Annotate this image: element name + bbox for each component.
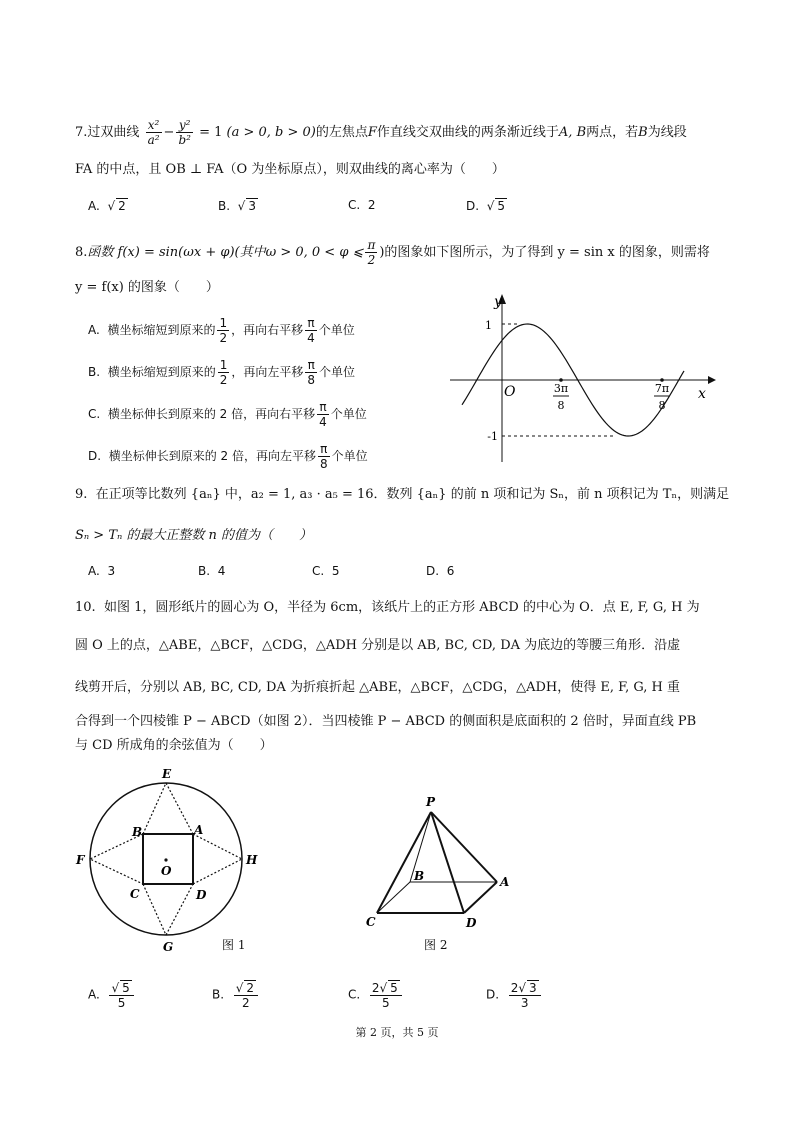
- q9-option-b: B. 4: [198, 564, 226, 578]
- q10-line3: 线剪开后，分别以 AB, BC, CD, DA 为折痕折起 △ABE，△BCF，△CDG，△ADH，使得 E, F, G, H 重: [75, 680, 681, 695]
- q7-frac-x: $\frac{\text{x²}}{\text{a²}}$: [147, 118, 160, 147]
- q9-line2: Sₙ > Tₙ 的最大正整数 n 的值为（ ）: [75, 528, 313, 543]
- q10-figure-1: [70, 762, 270, 962]
- q7-frac-y: $\frac{\text{y²}}{\text{b²}}$: [178, 118, 191, 147]
- figure-2-caption: 图 2: [424, 938, 448, 952]
- pyramid-solid-edges: [377, 812, 497, 913]
- q7-option-b: B. √ 3: [218, 199, 256, 213]
- q7-line1: 7.过双曲线 $\frac{\text{x²}}{\text{a²}}$ − $\frac{\text{y²}}{\text{b²}}$ = 1 (a > 0, b > 0)的左焦点F作直线交双曲线的两条渐近线于A, B两点，若B为线段: [75, 118, 687, 147]
- y-min-label: -1: [487, 430, 498, 443]
- label-b: B: [414, 869, 425, 883]
- label-d: D: [196, 888, 207, 902]
- q7-line2: FA 的中点，且 OB ⊥ FA（O 为坐标原点），则双曲线的离心率为（ ）: [75, 162, 505, 177]
- q7-option-a: A. √ 2: [88, 199, 126, 213]
- label-d: D: [466, 916, 477, 930]
- x-tick-3pi-den: 8: [557, 399, 565, 412]
- label-g: G: [163, 940, 174, 954]
- label-f: F: [76, 853, 85, 867]
- y-axis-label: y: [494, 294, 502, 310]
- q8-line2: y = f(x) 的图象（ ）: [75, 280, 219, 295]
- label-c: C: [366, 915, 376, 929]
- label-b: B: [132, 825, 143, 839]
- q10-line5: 与 CD 所成角的余弦值为（ ）: [75, 738, 273, 753]
- label-p: P: [426, 795, 436, 809]
- label-a: A: [500, 875, 510, 889]
- q7-option-c: C. 2: [348, 198, 376, 212]
- q7-option-d: D. √ 5: [466, 199, 505, 213]
- x-tick-7pi-num: 7π: [654, 382, 670, 395]
- q8-option-d: D. 横坐标伸长到原来的 2 倍，再向左平移 $\frac{\pi}{8}$ 个单位: [88, 442, 368, 471]
- y-max-label: 1: [485, 319, 492, 332]
- q8-number: 8.: [75, 245, 88, 260]
- q8-frac-pi2: $\frac{\pi}{2}$: [367, 238, 376, 267]
- q8-sine-graph: [440, 290, 720, 465]
- q10-number: 10.: [75, 600, 96, 615]
- center-o-dot: [164, 858, 167, 861]
- q8-option-b: B. 横坐标缩短到原来的 $\frac{1}{2}$ ，再向左平移 $\frac{\pi}{8}$ 个单位: [88, 358, 356, 387]
- q8-option-a: A. 横坐标缩短到原来的 $\frac{1}{2}$ ，再向右平移 $\frac{\pi}{4}$ 个单位: [88, 316, 355, 345]
- q10-option-c: C. $\frac{2√ 5}{5}$: [348, 980, 404, 1010]
- q9-option-c: C. 5: [312, 564, 340, 578]
- q10-line2: 圆 O 上的点，△ABE，△BCF，△CDG，△ADH 分别是以 AB, BC, CD, DA 为底边的等腰三角形．沿虚: [75, 638, 681, 653]
- x-axis-arrow-icon: [708, 376, 716, 384]
- q8-line1: 8.函数 f(x) = sin(ωx + φ)(其中ω > 0, 0 < φ ⩽ $\frac{\pi}{2}$ )的图象如下图所示，为了得到 y = sin x 的图象，则需将: [75, 238, 710, 267]
- q10-option-d: D. $\frac{2√ 3}{3}$: [486, 980, 543, 1010]
- q10-option-b: B. $\frac{√ 2}{2}$: [212, 980, 260, 1010]
- label-c: C: [130, 887, 140, 901]
- x-axis-label: x: [698, 386, 706, 402]
- q9-number: 9.: [75, 487, 88, 502]
- x-tick-7pi-den: 8: [658, 399, 666, 412]
- figure-1-caption: 图 1: [222, 938, 246, 952]
- label-e: E: [162, 767, 172, 781]
- origin-label: O: [504, 384, 516, 400]
- label-h: H: [246, 853, 258, 867]
- q10-option-a: A. $\frac{√ 5}{5}$: [88, 980, 136, 1010]
- label-a: A: [194, 823, 204, 837]
- q8-option-c: C. 横坐标伸长到原来的 2 倍，再向右平移 $\frac{\pi}{4}$ 个单位: [88, 400, 367, 429]
- q10-line4: 合得到一个四棱锥 P − ABCD（如图 2）．当四棱锥 P − ABCD 的侧面积是底面积的 2 倍时，异面直线 PB: [75, 714, 697, 729]
- q9-option-d: D. 6: [426, 564, 455, 578]
- q9-option-a: A. 3: [88, 564, 116, 578]
- label-o: O: [161, 864, 172, 878]
- q10-figure-2: [360, 792, 530, 932]
- q7-number: 7.: [75, 125, 88, 140]
- x-tick-3pi-num: 3π: [553, 382, 569, 395]
- page-footer: 第 2 页，共 5 页: [355, 1026, 439, 1039]
- q9-line1: 9. 在正项等比数列 {aₙ} 中，a₂ = 1, a₃ · a₅ = 16．数列 {aₙ} 的前 n 项和记为 Sₙ，前 n 项积记为 Tₙ，则满足: [75, 487, 730, 502]
- q10-line1: 10. 如图 1，圆形纸片的圆心为 O，半径为 6cm，该纸片上的正方形 ABCD 的中心为 O．点 E, F, G, H 为: [75, 600, 700, 615]
